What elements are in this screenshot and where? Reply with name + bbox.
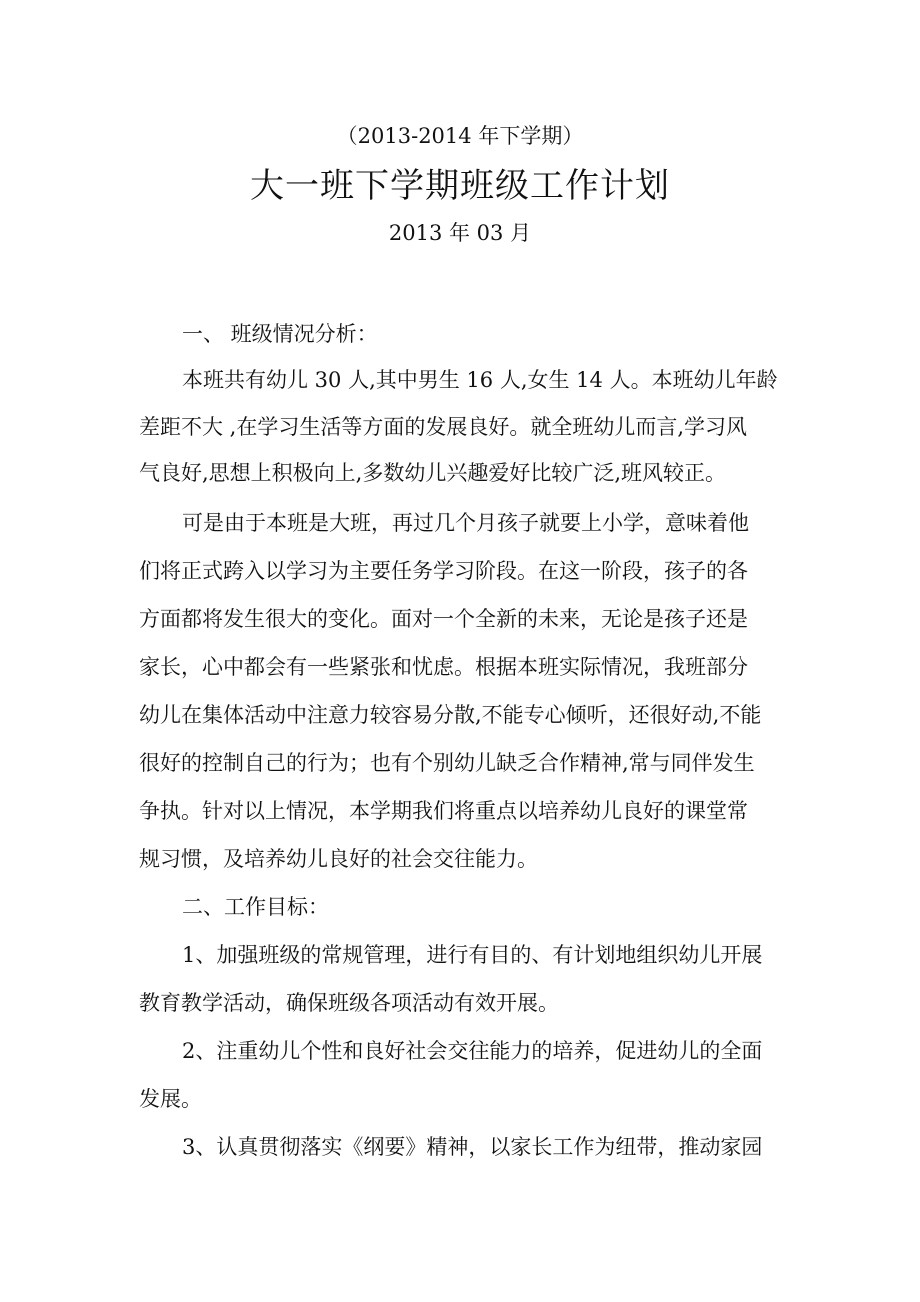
paragraph-line: 争执。针对以上情况，本学期我们将重点以培养幼儿良好的课堂常 — [139, 799, 748, 823]
goal-item-line: 教育教学活动，确保班级各项活动有效开展。 — [139, 991, 559, 1015]
paragraph-line: 幼儿在集体活动中注意力较容易分散,不能专心倾听，还很好动,不能 — [139, 703, 762, 727]
document-date: 2013 年 03 月 — [388, 221, 532, 245]
goal-item-line: 2、注重幼儿个性和良好社会交往能力的培养，促进幼儿的全面 — [182, 1039, 763, 1063]
goal-item-line: 发展。 — [139, 1087, 202, 1111]
section-heading-work-goals: 二、工作目标： — [182, 895, 329, 919]
paragraph-line: 家长，心中都会有一些紧张和忧虑。根据本班实际情况，我班部分 — [139, 655, 748, 679]
goal-item-line: 3、认真贯彻落实《纲要》精神，以家长工作为纽带，推动家园 — [182, 1135, 763, 1159]
paragraph-line: 可是由于本班是大班，再过几个月孩子就要上小学，意味着他 — [182, 511, 749, 535]
document-subtitle: （2013-2014 年下学期） — [336, 124, 584, 148]
paragraph-line: 很好的控制自己的行为；也有个别幼儿缺乏合作精神,常与同伴发生 — [139, 751, 755, 775]
goal-item-line: 1、加强班级的常规管理，进行有目的、有计划地组织幼儿开展 — [182, 943, 763, 967]
paragraph-line: 方面都将发生很大的变化。面对一个全新的未来，无论是孩子还是 — [139, 607, 748, 631]
section-heading-class-analysis: 一、 班级情况分析： — [182, 322, 378, 346]
document-title: 大一班下学期班级工作计划 — [250, 166, 670, 206]
paragraph-line: 本班共有幼儿 30 人,其中男生 16 人,女生 14 人。本班幼儿年龄 — [182, 368, 778, 392]
paragraph-line: 差距不大 ,在学习生活等方面的发展良好。就全班幼儿而言,学习风 — [139, 415, 748, 439]
paragraph-line: 们将正式跨入以学习为主要任务学习阶段。在这一阶段，孩子的各 — [139, 559, 748, 583]
paragraph-line: 气良好,思想上积极向上,多数幼儿兴趣爱好比较广泛,班风较正。 — [139, 461, 727, 485]
paragraph-line: 规习惯，及培养幼儿良好的社会交往能力。 — [139, 847, 538, 871]
